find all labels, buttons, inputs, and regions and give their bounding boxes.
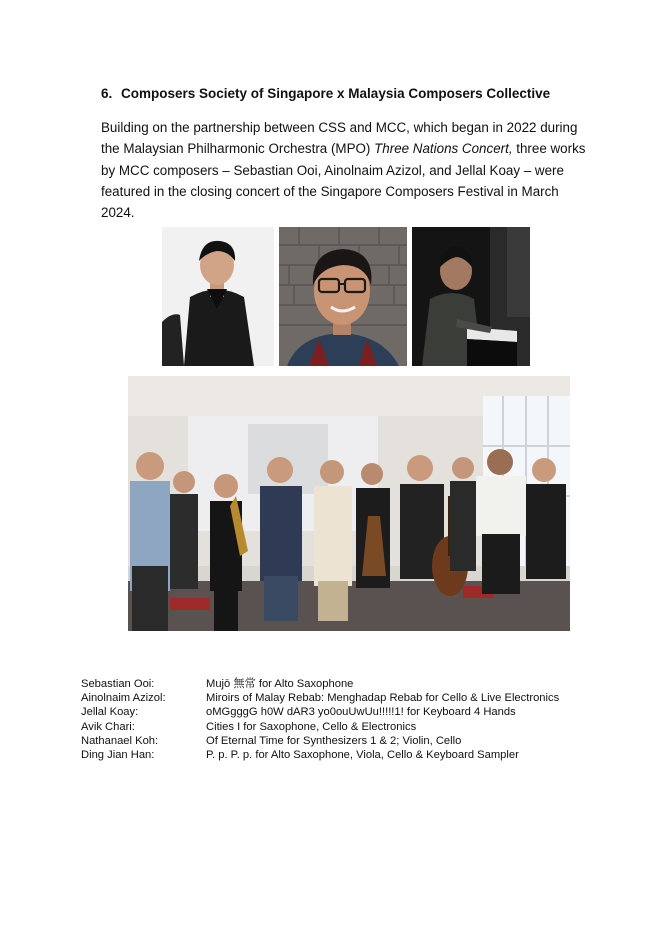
work-row (81, 734, 559, 748)
works-list (81, 677, 559, 762)
work-title: P. p. P. p. for Alto Saxophone, Viola, Cello & Keyboard Sampler (206, 749, 519, 762)
composer-name: Sebastian Ooi: (81, 678, 155, 690)
concert-group-photo (128, 376, 570, 631)
section-number: 6. (101, 86, 113, 101)
section-heading (101, 86, 550, 101)
work-row (81, 720, 559, 734)
work-title: Of Eternal Time for Synthesizers 1 & 2; Violin, Cello (206, 734, 462, 747)
concert-title: Three Nations Concert, (374, 141, 513, 157)
work-row (81, 691, 559, 705)
composer-name: Ainolnaim Azizol: (81, 692, 166, 705)
work-row (81, 677, 559, 691)
composer-portrait-1 (162, 227, 274, 366)
composer-name: Jellal Koay: (81, 706, 139, 719)
intro-paragraph (101, 117, 591, 223)
composer-name: Nathanael Koh: (81, 734, 159, 747)
composer-name: Avik Chari: (81, 720, 135, 733)
section-title: Composers Society of Singapore x Malaysia Composers Collective (121, 86, 551, 101)
work-title: Miroirs of Malay Rebab: Menghadap Rebab for Cello & Live Electronics (206, 692, 560, 705)
work-title: oMGgggG h0W dAR3 yo0ouUwUu!!!!!1! for Keyboard 4 Hands (206, 706, 516, 719)
composer-name: Ding Jian Han: (81, 749, 155, 762)
paragraph-text-2: three works by MCC composers – Sebastian Ooi, Ainolnaim Azizol, and Jellal Koay – were featured in the closing concert of the Singapore Composers Festival in March 2024. (101, 141, 586, 221)
work-title: Mujō 無常 for Alto Saxophone (206, 678, 354, 690)
paragraph-text-1: Building on the partnership between CSS and MCC, which began in 2022 during the Malaysian Philharmonic Orchestra (MPO) (101, 120, 578, 157)
work-row (81, 748, 559, 762)
work-row (81, 705, 559, 719)
composer-portrait-3 (412, 227, 530, 366)
work-title: Cities I for Saxophone, Cello & Electronics (206, 720, 417, 733)
composer-portrait-2 (279, 227, 407, 366)
